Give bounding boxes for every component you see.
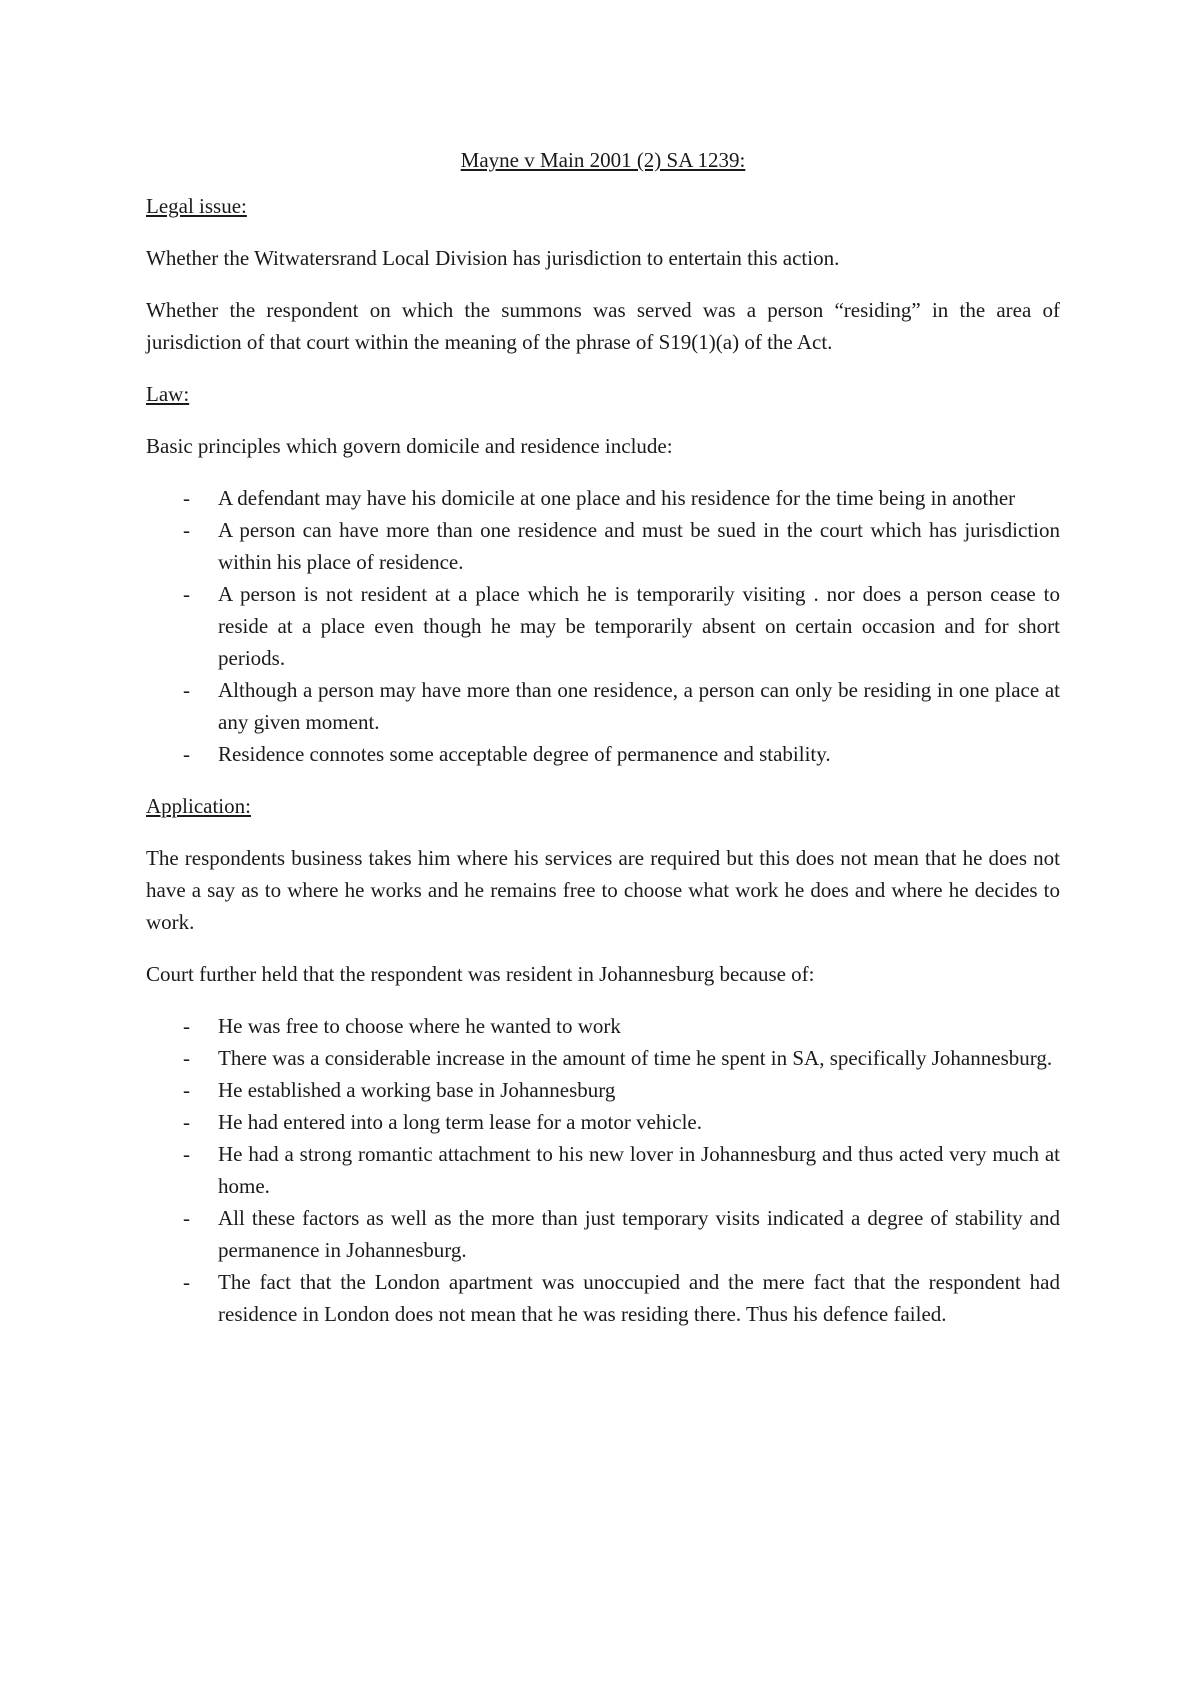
list-item bbox=[146, 482, 1060, 514]
list-item-text: Residence connotes some acceptable degree of permanence and stability. bbox=[218, 742, 831, 766]
bullet-dash: - bbox=[183, 1014, 190, 1038]
list-item bbox=[146, 1202, 1060, 1266]
list-item-text: He was free to choose where he wanted to work bbox=[218, 1014, 621, 1038]
application-reasons-list bbox=[146, 1010, 1060, 1330]
list-item bbox=[146, 1106, 1060, 1138]
list-item bbox=[146, 1138, 1060, 1202]
application-paragraph-2: Court further held that the respondent was resident in Johannesburg because of: bbox=[146, 962, 815, 986]
bullet-dash: - bbox=[183, 1270, 190, 1294]
bullet-dash: - bbox=[183, 678, 190, 702]
document-page bbox=[146, 144, 1060, 1350]
bullet-dash: - bbox=[183, 1110, 190, 1134]
bullet-dash: - bbox=[183, 1206, 190, 1230]
list-item-text: The fact that the London apartment was unoccupied and the mere fact that the respondent had residence in London does not mean that he was residing there. Thus his defence failed. bbox=[218, 1270, 1060, 1326]
bullet-dash: - bbox=[183, 1142, 190, 1166]
law-principles-list bbox=[146, 482, 1060, 770]
bullet-dash: - bbox=[183, 742, 190, 766]
bullet-dash: - bbox=[183, 486, 190, 510]
list-item-text: A defendant may have his domicile at one place and his residence for the time being in another bbox=[218, 486, 1016, 510]
application-heading: Application: bbox=[146, 794, 251, 818]
legal-issue-heading: Legal issue: bbox=[146, 194, 247, 218]
list-item bbox=[146, 1266, 1060, 1330]
bullet-dash: - bbox=[183, 582, 190, 606]
bullet-dash: - bbox=[183, 518, 190, 542]
list-item bbox=[146, 1042, 1060, 1074]
list-item bbox=[146, 1010, 1060, 1042]
list-item-text: All these factors as well as the more than just temporary visits indicated a degree of stability and permanence in Johannesburg. bbox=[218, 1206, 1060, 1262]
list-item-text: A person is not resident at a place which he is temporarily visiting . nor does a person cease to reside at a place even though he may be temporarily absent on certain occasion and for short periods. bbox=[218, 582, 1060, 670]
legal-issue-paragraph-2: Whether the respondent on which the summons was served was a person “residing” in the area of jurisdiction of that court within the meaning of the phrase of S19(1)(a) of the Act. bbox=[146, 298, 1060, 354]
list-item bbox=[146, 514, 1060, 578]
legal-issue-paragraph-1: Whether the Witwatersrand Local Division has jurisdiction to entertain this action. bbox=[146, 246, 840, 270]
list-item-text: He established a working base in Johannesburg bbox=[218, 1078, 616, 1102]
list-item bbox=[146, 738, 1060, 770]
bullet-dash: - bbox=[183, 1046, 190, 1070]
list-item bbox=[146, 1074, 1060, 1106]
document-title: Mayne v Main 2001 (2) SA 1239: bbox=[460, 148, 746, 172]
list-item-text: A person can have more than one residence and must be sued in the court which has jurisdiction within his place of residence. bbox=[218, 518, 1060, 574]
bullet-dash: - bbox=[183, 1078, 190, 1102]
list-item-text: He had a strong romantic attachment to his new lover in Johannesburg and thus acted very much at home. bbox=[218, 1142, 1060, 1198]
list-item bbox=[146, 674, 1060, 738]
application-paragraph-1: The respondents business takes him where his services are required but this does not mean that he does not have a say as to where he works and he remains free to choose what work he does and where he decides to work. bbox=[146, 846, 1060, 934]
law-intro: Basic principles which govern domicile and residence include: bbox=[146, 434, 673, 458]
list-item-text: There was a considerable increase in the amount of time he spent in SA, specifically Johannesburg. bbox=[218, 1046, 1053, 1070]
law-heading: Law: bbox=[146, 382, 190, 406]
list-item-text: Although a person may have more than one residence, a person can only be residing in one place at any given moment. bbox=[218, 678, 1060, 734]
list-item bbox=[146, 578, 1060, 674]
list-item-text: He had entered into a long term lease for a motor vehicle. bbox=[218, 1110, 702, 1134]
